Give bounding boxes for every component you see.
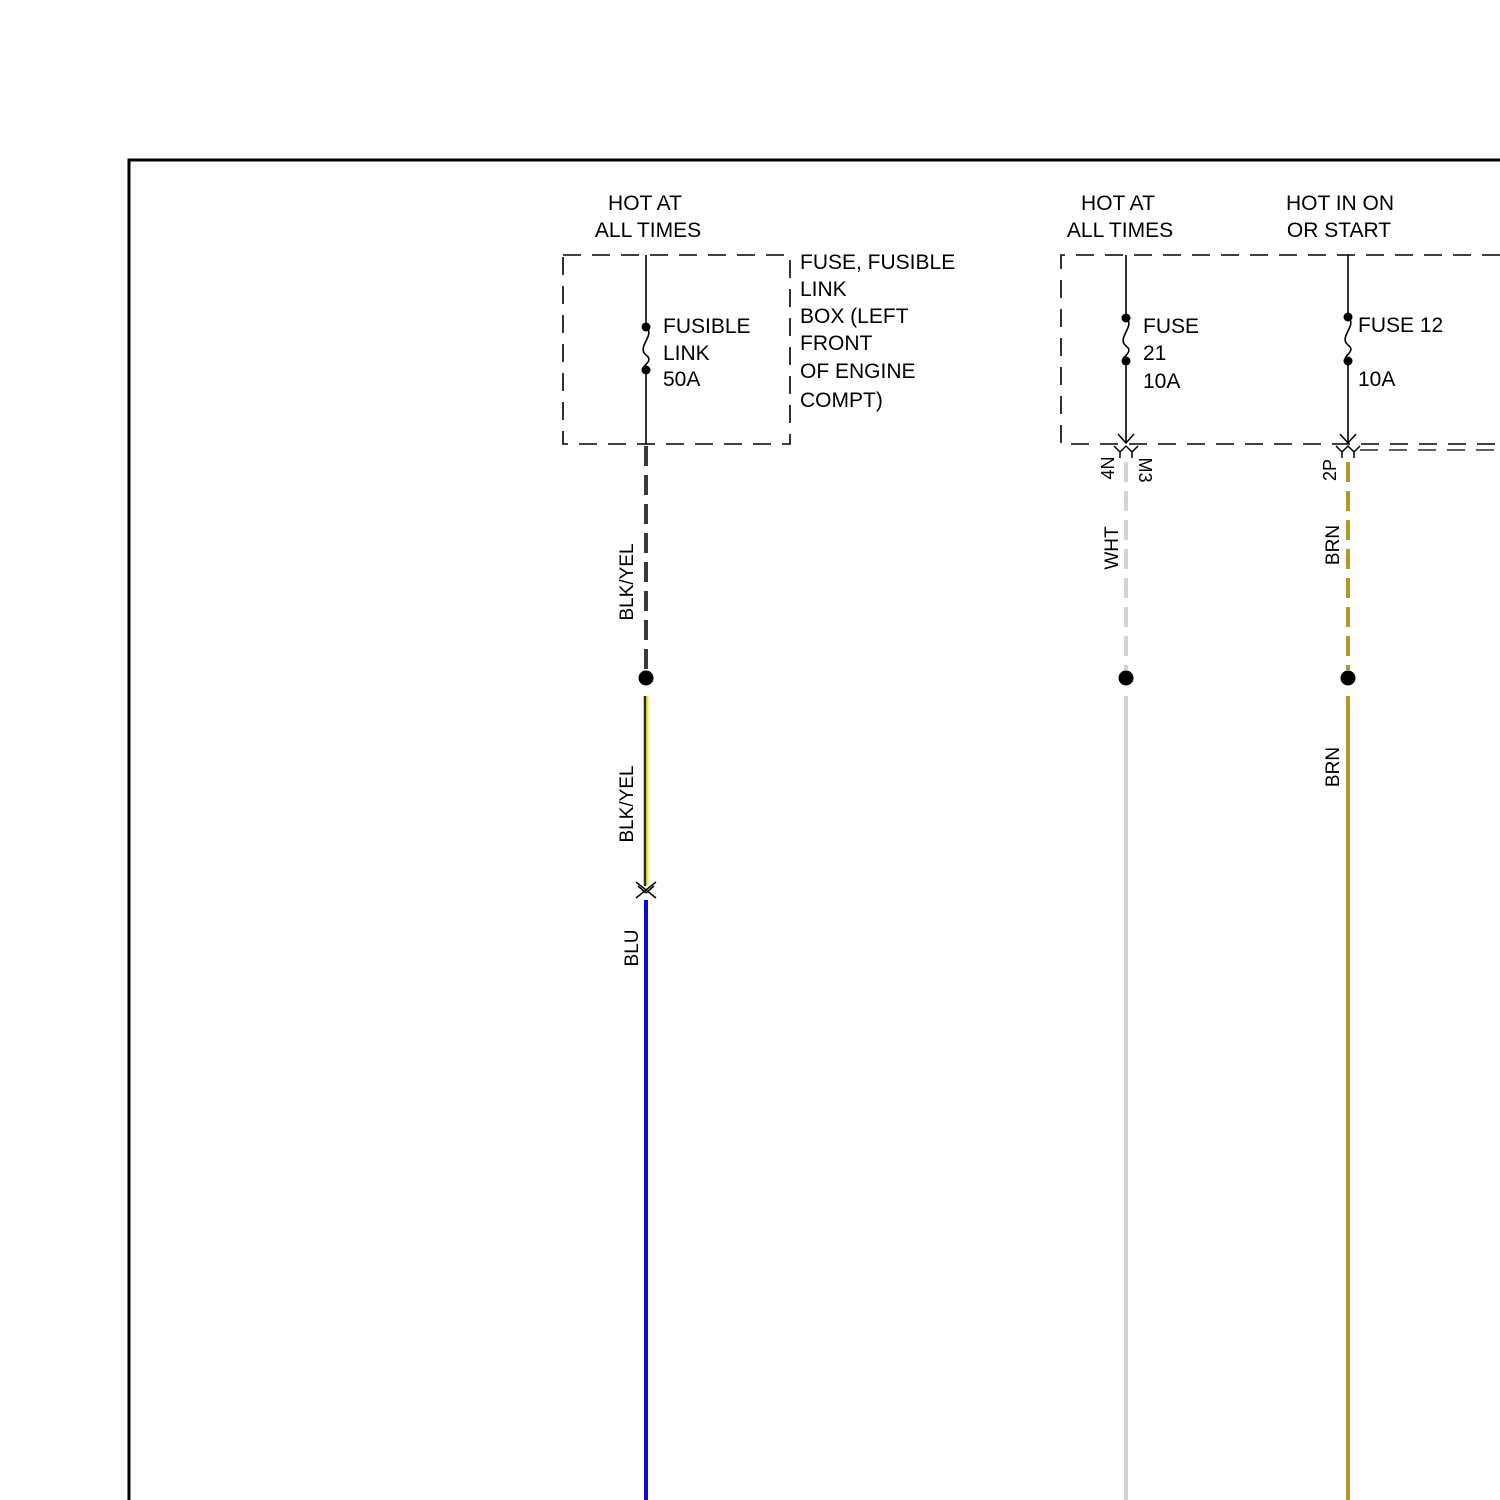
fusible-link-label-line2: LINK — [663, 342, 710, 365]
box-label-line2: LINK — [800, 278, 847, 301]
left-wire-lower-label: BLU — [622, 929, 643, 967]
right-wire-upper-label: BRN — [1323, 524, 1344, 566]
right-connector-symbol — [1336, 446, 1360, 458]
left-wire-upper-label: BLK/YEL — [617, 543, 638, 621]
fuse-21-label-line2: 21 — [1143, 342, 1167, 365]
right-hot-label-line1: HOT IN ON — [1285, 192, 1395, 215]
left-hot-label-line1: HOT AT — [608, 192, 682, 215]
middle-splice-dot — [1119, 671, 1134, 686]
fuse-21-label-line1: FUSE — [1143, 315, 1200, 338]
fuse-21-symbol — [1123, 318, 1129, 361]
middle-connector-left-label: 4N — [1098, 456, 1118, 480]
middle-circuit — [1067, 192, 1199, 1500]
left-hot-label-line2: ALL TIMES — [594, 219, 702, 242]
fusible-link-label-line3: 50A — [663, 368, 701, 391]
middle-hot-label-line2: ALL TIMES — [1066, 219, 1174, 242]
box-label-line6: COMPT) — [800, 389, 883, 412]
box-label-line1: FUSE, FUSIBLE — [800, 251, 956, 274]
middle-connector-symbol — [1114, 446, 1138, 458]
box-label-line5: OF ENGINE — [800, 360, 916, 383]
fusible-link-label-line1: FUSIBLE — [663, 315, 751, 338]
fuse-12-symbol — [1345, 317, 1351, 361]
left-wire-middle-label: BLK/YEL — [617, 765, 638, 843]
right-wire-lower-label: BRN — [1323, 746, 1344, 788]
right-circuit — [1286, 192, 1500, 1500]
left-circuit — [563, 192, 955, 1500]
fuse-12-label-line2: 10A — [1358, 368, 1396, 391]
right-connector-left-label: 2P — [1320, 458, 1340, 482]
box-label-line3: BOX (LEFT — [800, 305, 909, 328]
left-splice-dot — [639, 671, 654, 686]
fuse-21-label-line3: 10A — [1143, 370, 1181, 393]
fusible-link-symbol — [643, 327, 649, 370]
middle-hot-label-line1: HOT AT — [1081, 192, 1155, 215]
fuse-box-outline — [1061, 255, 1500, 444]
box-label-line4: FRONT — [800, 332, 873, 355]
right-hot-label-line2: OR START — [1286, 219, 1392, 242]
right-splice-dot — [1341, 671, 1356, 686]
fuse-12-label-line1: FUSE 12 — [1358, 314, 1444, 337]
middle-connector-right-label: M3 — [1135, 457, 1155, 483]
middle-wire-upper-label: WHT — [1102, 526, 1123, 570]
